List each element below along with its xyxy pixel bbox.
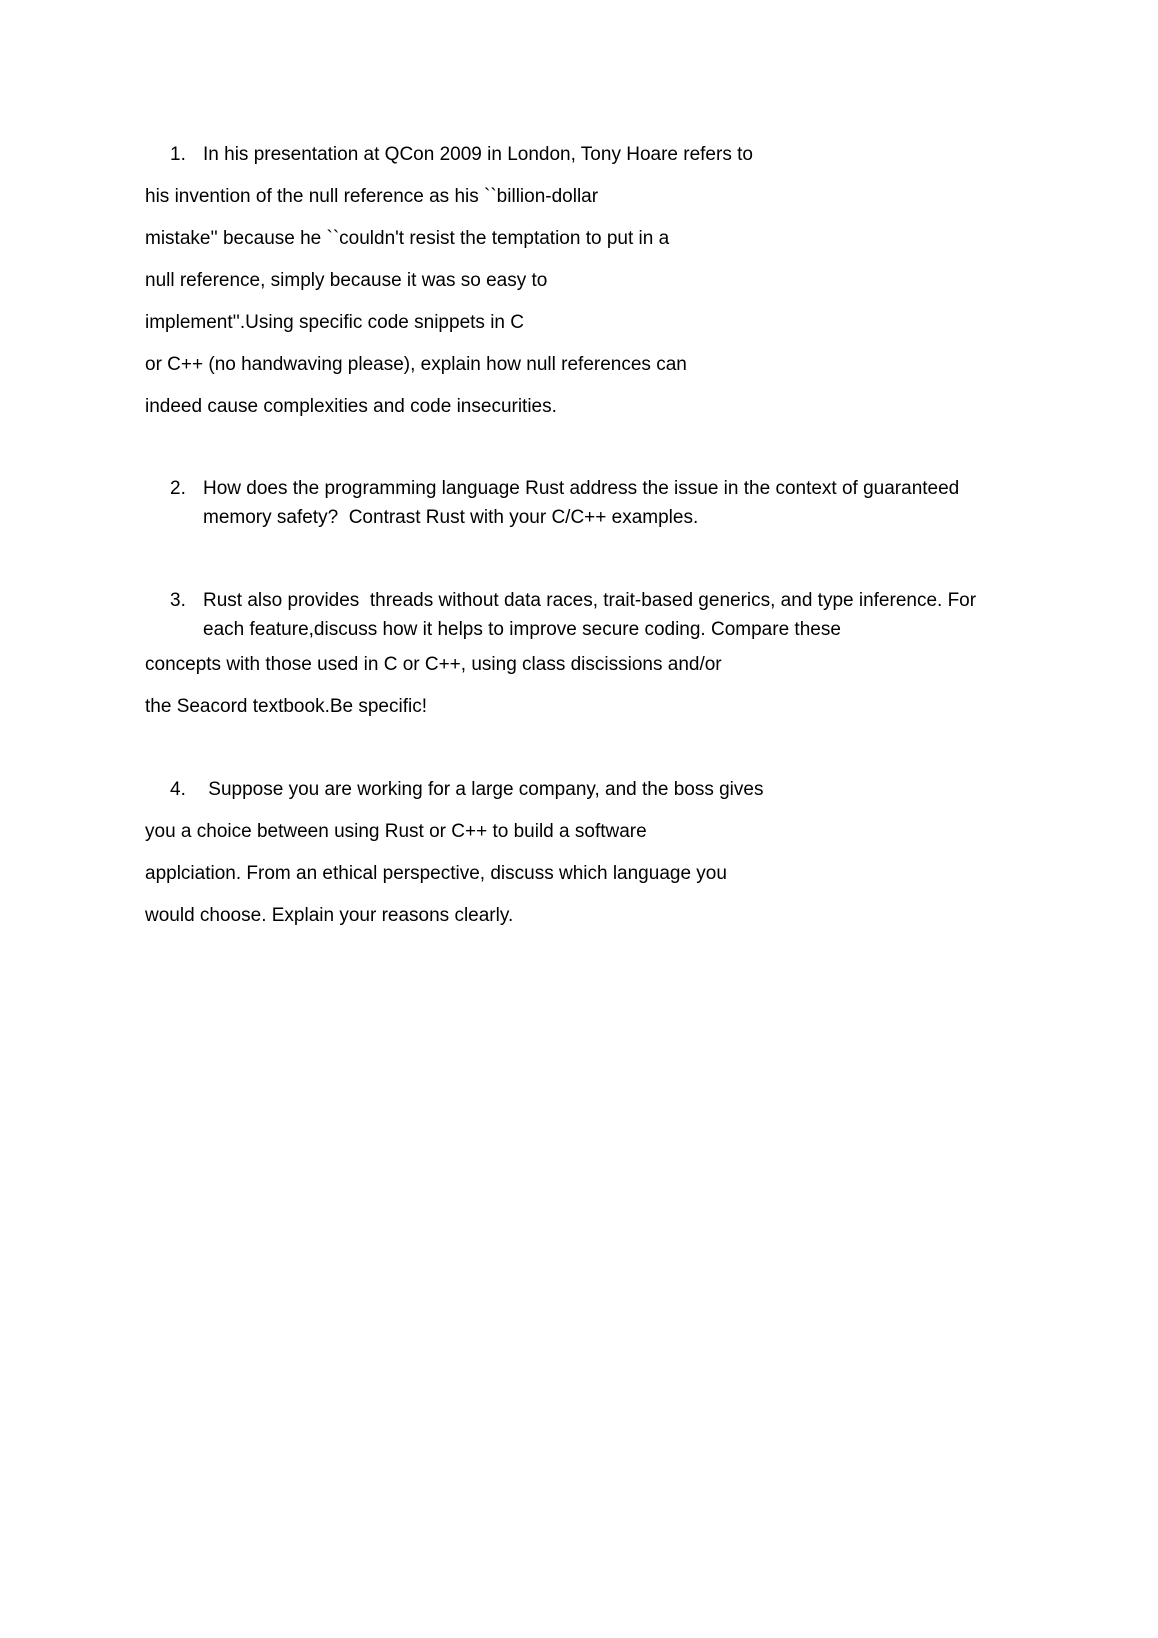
question-line (145, 176, 1038, 218)
question-text: each feature,discuss how it helps to improve secure coding. Compare these (203, 619, 841, 640)
question-line (145, 503, 1038, 532)
question-text: memory safety? Contrast Rust with your C/C++ examples. (203, 507, 699, 528)
question-line (145, 615, 1038, 644)
question-text: Rust also provides threads without data races, trait-based generics, and type inference. For (203, 590, 977, 611)
question-text: In his presentation at QCon 2009 in London, Tony Hoare refers to (203, 144, 753, 165)
question-text: How does the programming language Rust address the issue in the context of guaranteed (203, 478, 960, 499)
question-text: would choose. Explain your reasons clearly. (145, 905, 514, 926)
question-line (145, 260, 1038, 302)
question-text: concepts with those used in C or C++, using class discissions and/or (145, 654, 722, 675)
question-2 (145, 474, 1038, 532)
question-line (145, 811, 1038, 853)
question-line (145, 218, 1038, 260)
question-line (145, 853, 1038, 895)
question-text: applciation. From an ethical perspective, discuss which language you (145, 863, 727, 884)
question-text: his invention of the null reference as his ``billion-dollar (145, 186, 599, 207)
question-text: mistake'' because he ``couldn't resist the temptation to put in a (145, 228, 670, 249)
question-line (145, 344, 1038, 386)
question-number: 2. (170, 478, 186, 499)
question-text: null reference, simply because it was so easy to (145, 270, 548, 291)
question-text: you a choice between using Rust or C++ to build a software (145, 821, 647, 842)
question-1 (145, 134, 1038, 428)
question-line (145, 769, 1038, 811)
question-line (145, 586, 1038, 615)
question-3 (145, 586, 1038, 728)
question-line (145, 895, 1038, 937)
question-line (145, 302, 1038, 344)
question-line (145, 686, 1038, 728)
question-line (145, 386, 1038, 428)
question-number: 1. (170, 144, 186, 165)
question-line (145, 134, 1038, 176)
question-text: Suppose you are working for a large company, and the boss gives (203, 779, 764, 800)
question-number: 3. (170, 590, 186, 611)
question-text: the Seacord textbook.Be specific! (145, 696, 427, 717)
question-4 (145, 769, 1038, 937)
question-line (145, 474, 1038, 503)
question-text: indeed cause complexities and code insecurities. (145, 396, 557, 417)
question-text: or C++ (no handwaving please), explain how null references can (145, 354, 687, 375)
question-text: implement''.Using specific code snippets in C (145, 312, 524, 333)
question-number: 4. (170, 779, 186, 800)
question-line (145, 644, 1038, 686)
